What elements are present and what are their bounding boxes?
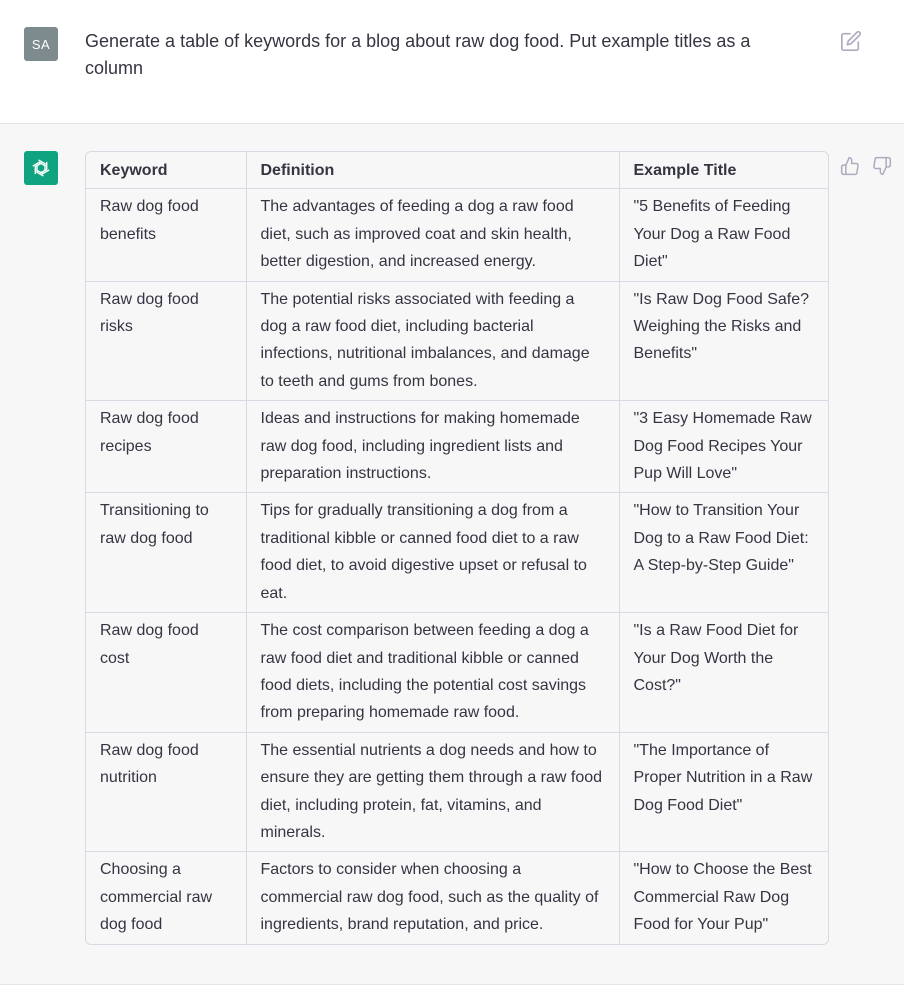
example-title-cell: "How to Transition Your Dog to a Raw Food Diet: A Step-by-Step Guide"	[619, 493, 828, 613]
table-row	[86, 852, 828, 944]
keyword-cell: Raw dog food risks	[86, 281, 246, 401]
keyword-cell: Transitioning to raw dog food	[86, 493, 246, 613]
keyword-table	[85, 151, 829, 945]
keyword-cell: Choosing a commercial raw dog food	[86, 852, 246, 944]
example-title-cell: "The Importance of Proper Nutrition in a Raw Dog Food Diet"	[619, 732, 828, 852]
definition-cell: The cost comparison between feeding a dog a raw food diet and traditional kibble or canned food diets, including the potential cost savings from preparing homemade raw food.	[246, 613, 619, 733]
definition-cell: The advantages of feeding a dog a raw food diet, such as improved coat and skin health, better digestion, and increased energy.	[246, 189, 619, 281]
assistant-message-block	[0, 124, 904, 985]
example-title-cell: "3 Easy Homemade Raw Dog Food Recipes Your Pup Will Love"	[619, 401, 828, 493]
definition-cell: Factors to consider when choosing a commercial raw dog food, such as the quality of ingredients, brand reputation, and price.	[246, 852, 619, 944]
thumbs-up-icon[interactable]	[838, 154, 862, 178]
definition-cell: The potential risks associated with feeding a dog a raw food diet, including bacterial infections, nutritional imbalances, and damage to teeth and gums from bones.	[246, 281, 619, 401]
example-title-cell: "Is a Raw Food Diet for Your Dog Worth the Cost?"	[619, 613, 828, 733]
edit-icon[interactable]	[840, 30, 862, 52]
example-title-cell: "How to Choose the Best Commercial Raw Dog Food for Your Pup"	[633, 861, 812, 934]
keyword-cell: Raw dog food nutrition	[86, 732, 246, 852]
table-header-row	[86, 152, 828, 189]
keyword-cell: Raw dog food cost	[86, 613, 246, 733]
table-row	[86, 281, 828, 401]
table-row	[86, 732, 828, 852]
definition-cell: Tips for gradually transitioning a dog from a traditional kibble or canned food diet to a raw food diet, to avoid digestive upset or refusal to eat.	[246, 493, 619, 613]
user-message-text: Generate a table of keywords for a blog about raw dog food. Put example titles as a column	[85, 31, 751, 78]
example-title-cell: "Is Raw Dog Food Safe? Weighing the Risks and Benefits"	[619, 281, 828, 401]
table-row	[86, 401, 828, 493]
table-row	[86, 189, 828, 281]
feedback-buttons	[838, 154, 894, 178]
user-message-block	[0, 0, 904, 124]
table-row	[86, 493, 828, 613]
table-row	[86, 613, 828, 733]
openai-logo-icon	[24, 151, 58, 185]
definition-cell: The essential nutrients a dog needs and how to ensure they are getting them through a raw food diet, including protein, fat, vitamins, and minerals.	[246, 732, 619, 852]
definition-cell: Ideas and instructions for making homemade raw dog food, including ingredient lists and preparation instructions.	[246, 401, 619, 493]
keyword-cell: Raw dog food benefits	[86, 189, 246, 281]
keyword-cell: Raw dog food recipes	[86, 401, 246, 493]
column-header: Keyword	[86, 152, 246, 189]
example-title-cell: "5 Benefits of Feeding Your Dog a Raw Food Diet"	[619, 189, 828, 281]
column-header: Definition	[246, 152, 619, 189]
user-avatar: SA	[24, 27, 58, 61]
column-header: Example Title	[619, 152, 828, 189]
thumbs-down-icon[interactable]	[870, 154, 894, 178]
